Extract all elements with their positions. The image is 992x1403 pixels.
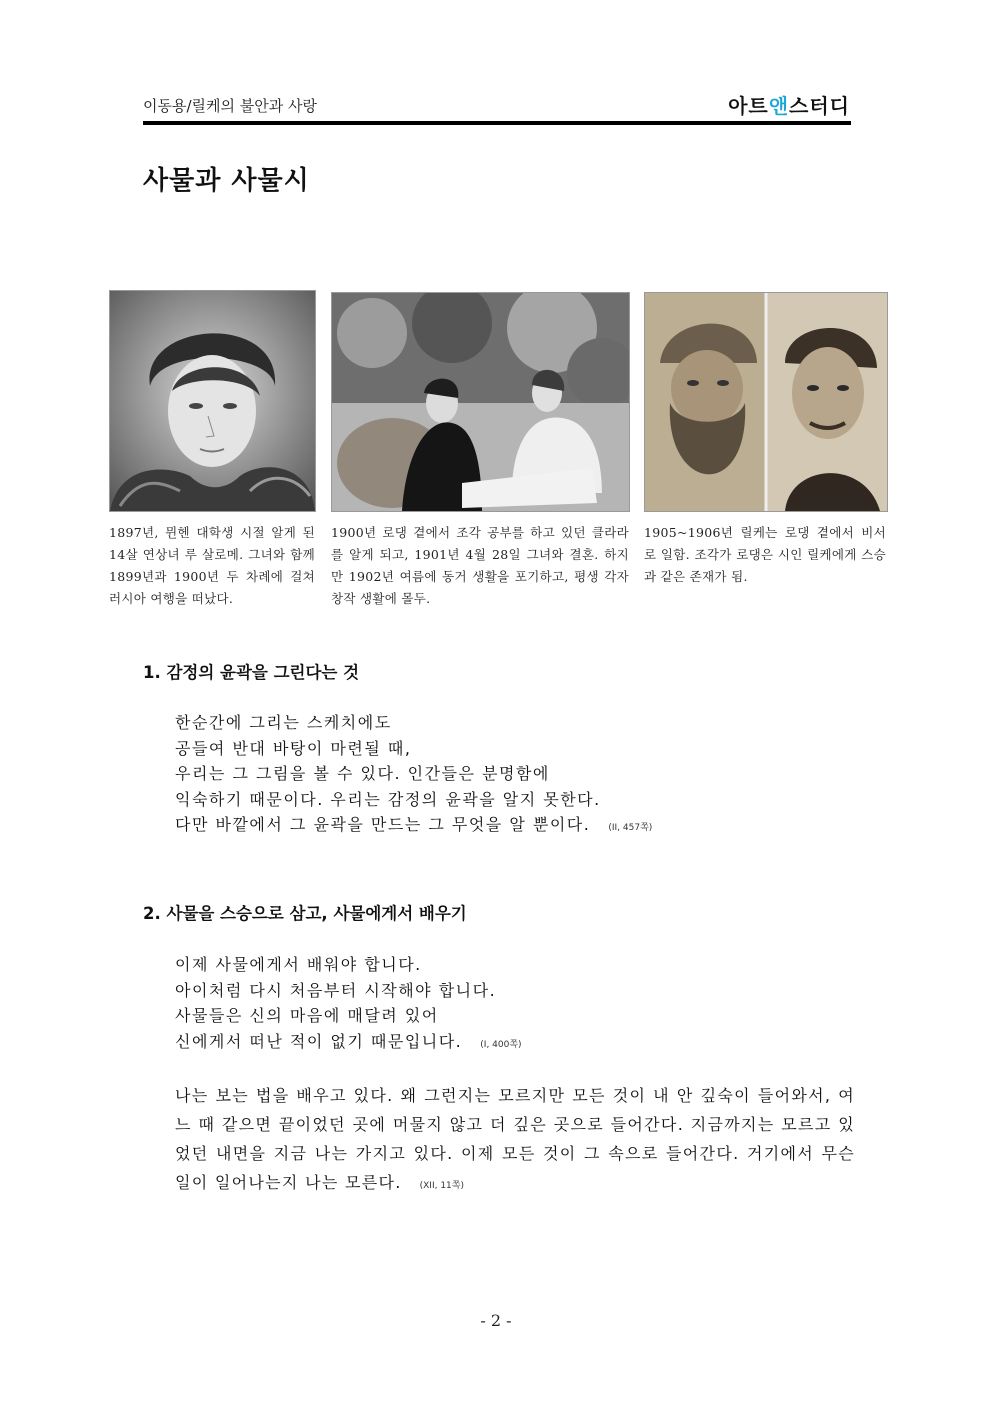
poem-line: 아이처럼 다시 처음부터 시작해야 합니다.	[175, 980, 497, 1000]
caption-rilke-clara: 1900년 로댕 곁에서 조각 공부를 하고 있던 클라라를 알게 되고, 1901년 4월 28일 그녀와 결혼. 하지만 1902년 여름에 동거 생활을 포기하고, 평생 각자 창작 생활에 몰두.	[331, 525, 629, 606]
section-2-prose	[175, 1081, 855, 1201]
page-title: 사물과 사물시	[143, 166, 310, 196]
photo-rodin-rilke	[644, 292, 888, 512]
prose-text: 나는 보는 법을 배우고 있다. 왜 그런지는 모르지만 모든 것이 내 안 깊숙이 들어와서, 여느 때 같으면 끝이었던 곳에 머물지 않고 더 깊은 곳으로 들어간다. 지금까지는 모르고 있었던 내면을 지금 나는 가지고 있다. 이제 모든 것이 그 속으로 들어간다. 거기에서 무슨 일이 일어나는지 나는 모른다.	[175, 1086, 855, 1192]
section-2-heading: 2. 사물을 스승으로 삼고, 사물에게서 배우기	[143, 904, 467, 923]
poem-line: 한순간에 그리는 스케치에도	[175, 713, 392, 732]
caption-lou-salome: 1897년, 뮌헨 대학생 시절 알게 된 14살 연상녀 루 살로메. 그녀와 함께 1899년과 1900년 두 차례에 걸쳐 러시아 여행을 떠났다.	[109, 525, 315, 606]
caption-rodin-rilke: 1905~1906년 릴케는 로댕 곁에서 비서로 일함. 조각가 로댕은 시인 릴케에게 스승과 같은 존재가 됨.	[644, 525, 886, 584]
section-1-heading: 1. 감정의 윤곽을 그린다는 것	[143, 663, 360, 682]
photo-lou-salome	[109, 290, 316, 512]
section-2-poem	[175, 952, 855, 1054]
poem-line: 다만 바깥에서 그 윤곽을 만드는 그 무엇을 알 뿐이다.	[175, 815, 591, 834]
citation: (II, 457쪽)	[608, 823, 653, 833]
brand-pre: 아트	[728, 94, 769, 118]
poem-line: 신에게서 떠난 적이 없기 때문입니다.	[175, 1031, 463, 1051]
page-number: - 2 -	[480, 1311, 512, 1330]
citation: (I, 400쪽)	[480, 1039, 522, 1050]
photo-rilke-clara	[331, 292, 630, 512]
poem-line: 사물들은 신의 마음에 매달려 있어	[175, 1006, 439, 1025]
running-header-title: 이동용/릴케의 불안과 사랑	[143, 97, 317, 115]
poem-line: 익숙하기 때문이다. 우리는 감정의 윤곽을 알지 못한다.	[175, 789, 601, 809]
section-1-poem	[175, 710, 855, 838]
header-divider	[143, 121, 851, 125]
brand-post: 스터디	[789, 94, 850, 118]
brand-accent: 앤	[768, 94, 790, 118]
poem-line: 공들여 반대 바탕이 마련될 때,	[175, 738, 412, 758]
brand-logo	[728, 90, 850, 119]
poem-line: 이제 사물에게서 배워야 합니다.	[175, 955, 422, 974]
poem-line: 우리는 그 그림을 볼 수 있다. 인간들은 분명함에	[175, 764, 550, 783]
citation: (XII, 11쪽)	[419, 1181, 464, 1191]
